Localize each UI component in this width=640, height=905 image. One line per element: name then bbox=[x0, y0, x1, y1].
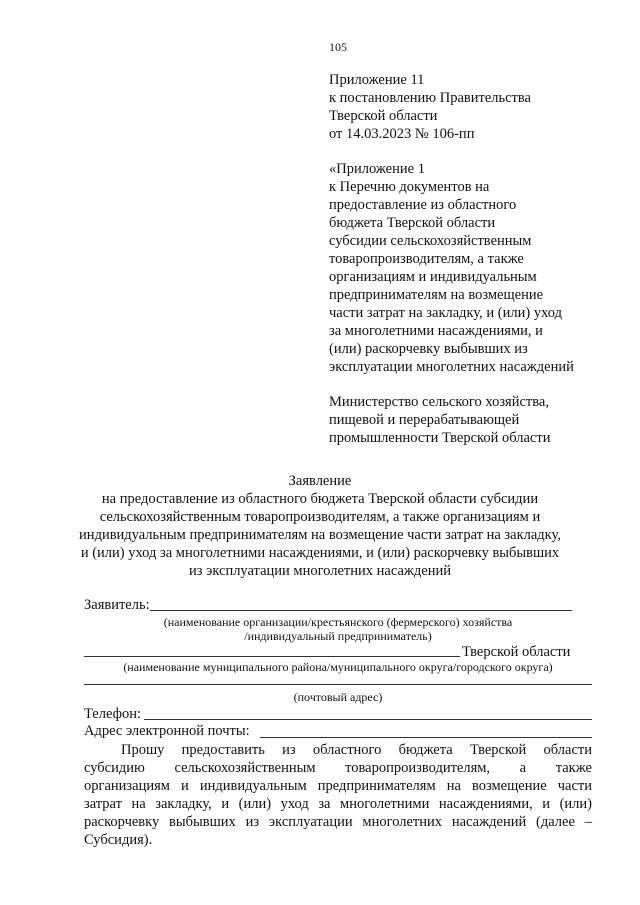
region-suffix: Тверской области bbox=[462, 644, 571, 660]
title-line: индивидуальным предпринимателям на возмещение части затрат на закладку, bbox=[79, 527, 561, 543]
appendix-1-line: организациям и индивидуальным bbox=[329, 269, 537, 285]
appendix-1-line: (или) раскорчевку выбывших из bbox=[329, 341, 528, 357]
paragraph-line: Прошу предоставить из областного бюджета Тверской области bbox=[121, 742, 592, 758]
title-line: сельскохозяйственным товаропроизводителям, а также организациям и bbox=[99, 509, 541, 525]
appendix-11-line: от 14.03.2023 № 106-пп bbox=[329, 126, 475, 142]
ministry-line: пищевой и перерабатывающей bbox=[329, 412, 520, 428]
appendix-1-line: части затрат на закладку, и (или) уход bbox=[329, 305, 563, 321]
appendix-1-line: товаропроизводителям, а также bbox=[329, 251, 524, 267]
appendix-1-line: предоставление из областного bbox=[329, 197, 517, 213]
appendix-1-line: предпринимателям на возмещение bbox=[329, 287, 544, 303]
applicant-label: Заявитель: bbox=[84, 597, 150, 613]
applicant-field[interactable] bbox=[150, 610, 572, 611]
email-field[interactable] bbox=[260, 737, 592, 738]
paragraph-line: раскорчевку выбывших из эксплуатации многолетних насаждений (далее – bbox=[84, 814, 592, 830]
phone-label: Телефон: bbox=[84, 706, 142, 722]
email-label: Адрес электронной почты: bbox=[84, 723, 250, 739]
ministry-line: Министерство сельского хозяйства, bbox=[329, 394, 549, 410]
appendix-1-line: к Перечню документов на bbox=[329, 179, 490, 195]
paragraph-line: затрат на закладку, и (или) уход за многолетними насаждениями, и (или) bbox=[84, 796, 592, 812]
postal-address-field[interactable] bbox=[84, 684, 592, 685]
region-field[interactable] bbox=[84, 656, 460, 657]
appendix-11-line: Приложение 11 bbox=[329, 72, 425, 88]
title-line: из эксплуатации многолетних насаждений bbox=[188, 563, 451, 579]
appendix-1-line: бюджета Тверской области bbox=[329, 215, 496, 231]
appendix-1-line: эксплуатации многолетних насаждений bbox=[329, 359, 574, 375]
ministry-line: промышленности Тверской области bbox=[329, 430, 551, 446]
appendix-11-line: Тверской области bbox=[329, 108, 438, 124]
page-number: 105 bbox=[329, 40, 347, 54]
title-line: и (или) уход за многолетними насаждениями, и (или) раскорчевку выбывших bbox=[80, 545, 560, 561]
appendix-1-line: «Приложение 1 bbox=[329, 161, 425, 177]
appendix-1-line: за многолетними насаждениями, и bbox=[329, 323, 543, 339]
paragraph-line: Субсидия). bbox=[84, 832, 153, 848]
title-heading: Заявление bbox=[288, 473, 352, 489]
paragraph-line: организациям и индивидуальным предпринимателям на возмещение части bbox=[84, 778, 592, 794]
postal-hint: (почтовый адрес) bbox=[293, 690, 383, 704]
applicant-hint: (наименование организации/крестьянского (фермерского) хозяйства bbox=[163, 615, 513, 629]
appendix-11-line: к постановлению Правительства bbox=[329, 90, 531, 106]
appendix-1-line: субсидии сельскохозяйственным bbox=[329, 233, 532, 249]
title-line: на предоставление из областного бюджета Тверской области субсидии bbox=[101, 491, 539, 507]
paragraph-line: субсидию сельскохозяйственным товаропроизводителям, а также bbox=[84, 760, 592, 776]
applicant-hint: /индивидуальный предприниматель) bbox=[244, 629, 432, 643]
region-hint: (наименование муниципального района/муниципального округа/городского округа) bbox=[123, 660, 553, 674]
phone-field[interactable] bbox=[144, 719, 592, 720]
